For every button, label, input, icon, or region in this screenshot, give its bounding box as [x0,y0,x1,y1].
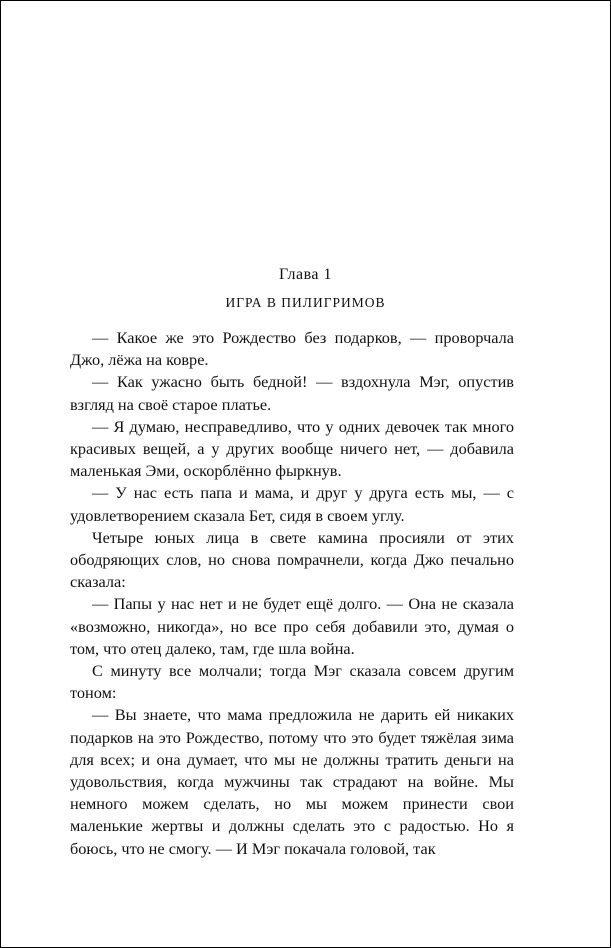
chapter-title: ИГРА В ПИЛИГРИМОВ [225,295,386,310]
paragraph-6: — Папы у нас нет и не будет ещё долго. — Она не сказала «возможно, никогда», но все про себя добавили это, думая о том, что отец далеко, там, где шла война. [70,594,514,658]
paragraph-1: — Какое же это Рождество без подарков, — проворчала Джо, лёжа на ковре. [70,328,514,370]
paragraph-5: Четыре юных лица в свете камина просияли от этих ободряющих слов, но снова помрачнели, когда Джо печально сказала: [70,527,514,592]
paragraph-3: — Я думаю, несправедливо, что у одних девочек так много красивых вещей, а у других вообще ничего нет, — добавила маленькая Эми, оскорблённо фыркнув. [70,416,514,481]
body-text [70,327,514,860]
paragraph-2: — Как ужасно быть бедной! — вздохнула Мэг, опустив взгляд на своё старое платье. [70,372,514,414]
paragraph-4: — У нас есть папа и мама, и друг у друга есть мы, — с удовлетворением сказала Бет, сидя в своем углу. [70,483,514,525]
paragraph-8: — Вы знаете, что мама предложила не дарить ей никаких подарков на это Рождество, потому что это будет тяжёлая зима для всех; и она думает, что мы не должны тратить деньги на удовольствия, когда мужчины так страдают на войне. Мы немного можем сделать, но мы можем принести свои маленькие жертвы и должны сделать это с радостью. Но я боюсь, что не смогу. — И Мэг покачала головой, так [70,705,514,858]
chapter-heading: Глава 1 [278,266,333,283]
paragraph-7: С минуту все молчали; тогда Мэг сказала совсем другим тоном: [70,661,514,703]
